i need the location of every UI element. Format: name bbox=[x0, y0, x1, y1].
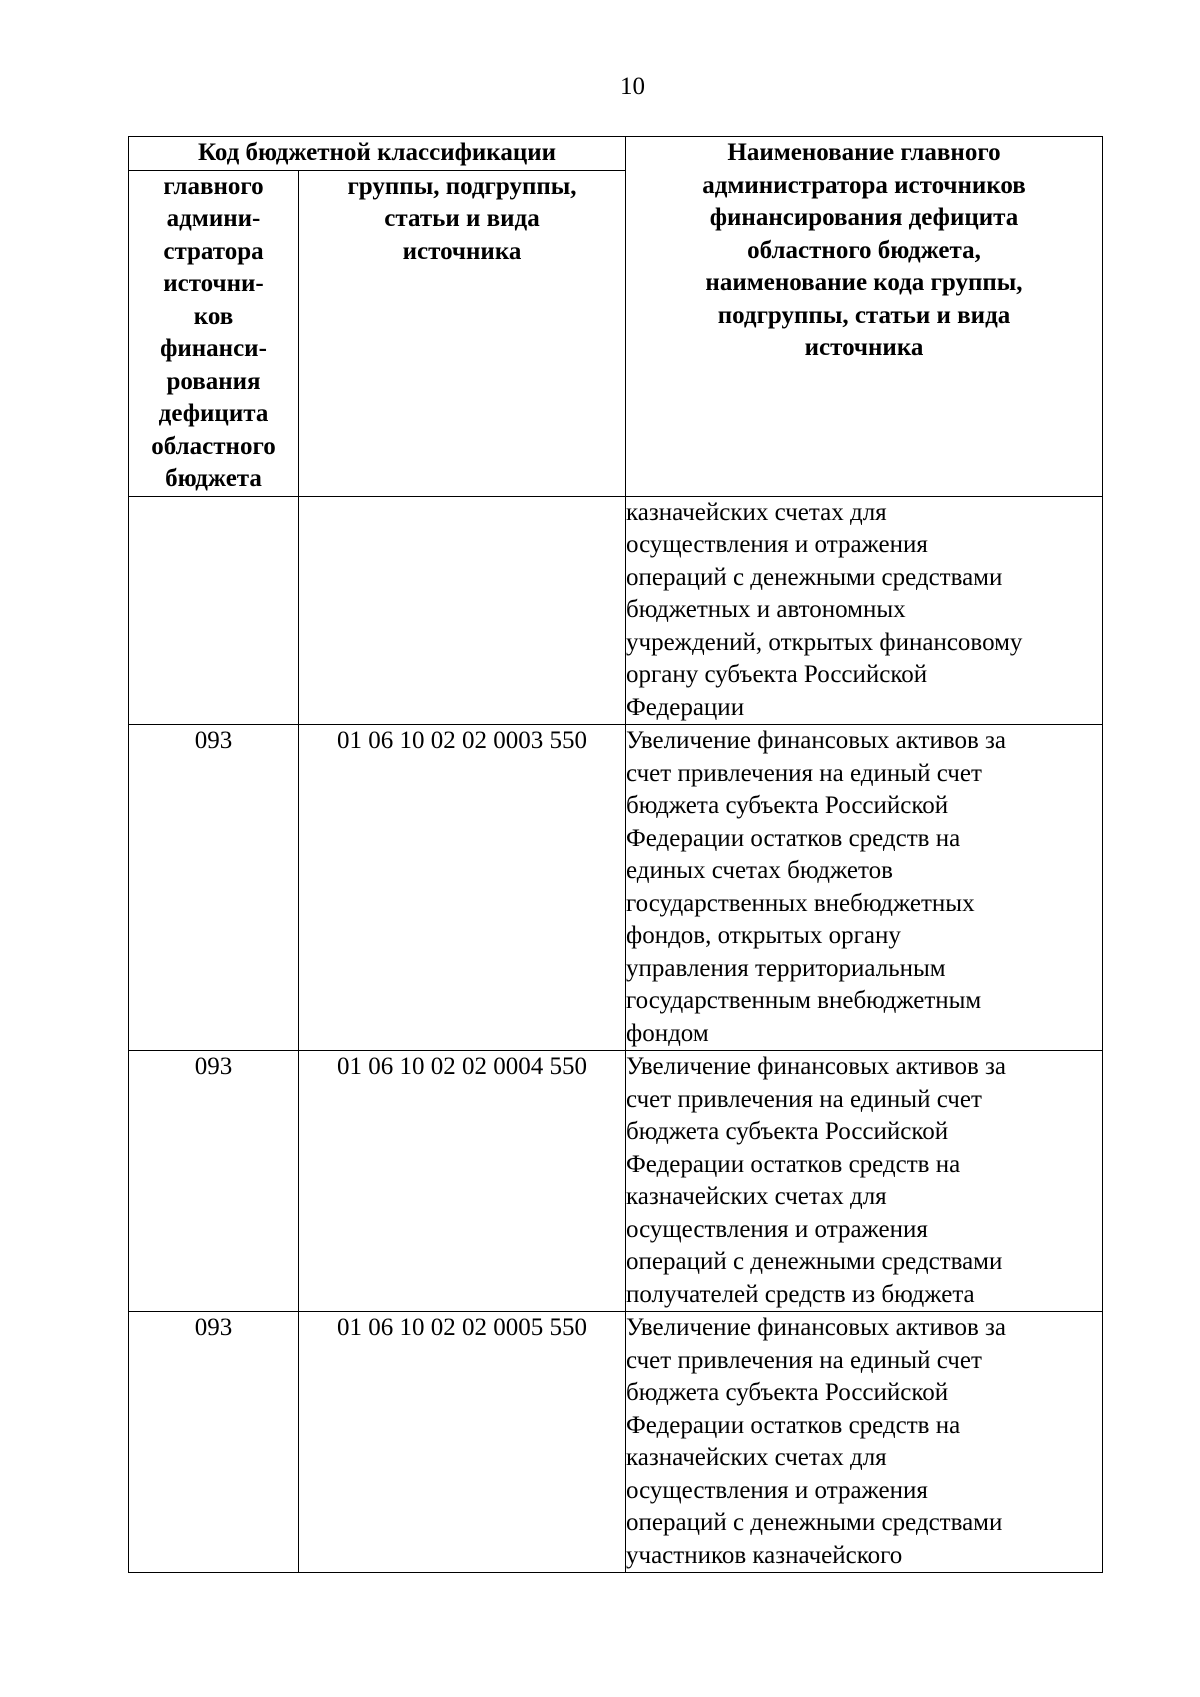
description-line: казначейских счетах для bbox=[626, 1183, 887, 1210]
description-line: государственным внебюджетным bbox=[626, 987, 982, 1014]
header-line: стратора bbox=[163, 237, 264, 265]
source-name-header-lines bbox=[626, 137, 1102, 365]
header-line: бюджета bbox=[165, 465, 262, 492]
header-line: Наименование главного bbox=[727, 139, 1001, 166]
description-line: счет привлечения на единый счет bbox=[626, 759, 982, 787]
description-line: казначейских счетах для bbox=[626, 498, 887, 526]
admin-code-header bbox=[129, 170, 299, 496]
description-line: Федерации bbox=[626, 693, 745, 721]
group-code-cell: 01 06 10 02 02 0005 550 bbox=[299, 1312, 626, 1573]
description-line: осуществления и отражения bbox=[626, 531, 928, 558]
description-cell bbox=[626, 496, 1103, 725]
table-row bbox=[129, 496, 1103, 725]
budget-classification-code-header: Код бюджетной классификации bbox=[129, 137, 626, 171]
description-line: Федерации остатков средств на bbox=[626, 824, 961, 852]
header-line: дефицита bbox=[158, 400, 269, 427]
group-code-header-lines bbox=[299, 171, 625, 269]
description-line: участников казначейского bbox=[626, 1541, 903, 1569]
description-line: органу субъекта Российской bbox=[626, 661, 928, 688]
description-line: операций с денежными средствами bbox=[626, 563, 1003, 591]
header-line: источника bbox=[804, 334, 924, 361]
header-line: областного бюджета, bbox=[747, 236, 981, 264]
group-code-cell bbox=[299, 496, 626, 725]
description-cell bbox=[626, 1051, 1103, 1312]
description-line: учреждений, открытых финансовому bbox=[626, 628, 1023, 656]
description-line: счет привлечения на единый счет bbox=[626, 1346, 982, 1374]
description-line: Федерации остатков средств на bbox=[626, 1411, 961, 1439]
page-number: 10 bbox=[620, 73, 645, 100]
description-line: управления территориальным bbox=[626, 954, 946, 982]
admin-code-cell: 093 bbox=[129, 1051, 299, 1312]
header-line: финансирования дефицита bbox=[709, 204, 1019, 231]
header-line: администратора источников bbox=[702, 171, 1026, 199]
description-line: казначейских счетах для bbox=[626, 1444, 887, 1471]
table-row bbox=[129, 1312, 1103, 1573]
description-line: фондом bbox=[626, 1019, 709, 1047]
description-line: единых счетах бюджетов bbox=[626, 857, 893, 884]
header-line: источника bbox=[402, 237, 522, 265]
table-row bbox=[129, 1051, 1103, 1312]
description-line: бюджета субъекта Российской bbox=[626, 1118, 949, 1145]
header-line: наименование кода группы, bbox=[705, 269, 1023, 296]
header-line: финанси- bbox=[160, 335, 267, 362]
group-code-cell: 01 06 10 02 02 0003 550 bbox=[299, 725, 626, 1051]
description-cell bbox=[626, 725, 1103, 1051]
admin-code-cell: 093 bbox=[129, 1312, 299, 1573]
description-line: операций с денежными средствами bbox=[626, 1248, 1003, 1275]
header-line: ков bbox=[193, 302, 234, 330]
description-line: Увеличение финансовых активов за bbox=[626, 1053, 1007, 1080]
description-line: Увеличение финансовых активов за bbox=[626, 1314, 1007, 1341]
description-line: Увеличение финансовых активов за bbox=[626, 727, 1007, 754]
group-code-header bbox=[299, 170, 626, 496]
header-line: группы, подгруппы, bbox=[347, 172, 577, 200]
admin-code-header-lines bbox=[129, 171, 298, 496]
header-line: админи- bbox=[166, 205, 261, 232]
table-row bbox=[129, 725, 1103, 1051]
group-code-cell: 01 06 10 02 02 0004 550 bbox=[299, 1051, 626, 1312]
description-line: получателей средств из бюджета bbox=[626, 1280, 975, 1308]
description-line: бюджета субъекта Российской bbox=[626, 792, 949, 819]
header-line: главного bbox=[163, 172, 264, 200]
description-line: операций с денежными средствами bbox=[626, 1509, 1003, 1536]
description-line: бюджетных и автономных bbox=[626, 596, 906, 623]
header-line: статьи и вида bbox=[384, 205, 540, 232]
description-line: осуществления и отражения bbox=[626, 1215, 928, 1243]
admin-code-cell bbox=[129, 496, 299, 725]
description-cell bbox=[626, 1312, 1103, 1573]
header-line: областного bbox=[151, 432, 276, 460]
source-name-header bbox=[626, 137, 1103, 497]
budget-classification-table bbox=[128, 136, 1103, 1573]
admin-code-cell: 093 bbox=[129, 725, 299, 1051]
description-line: государственных внебюджетных bbox=[626, 889, 975, 917]
description-line: счет привлечения на единый счет bbox=[626, 1085, 982, 1113]
description-line: бюджета субъекта Российской bbox=[626, 1379, 949, 1406]
header-line: рования bbox=[166, 367, 261, 395]
header-line: источни- bbox=[163, 270, 264, 297]
description-line: фондов, открытых органу bbox=[626, 922, 901, 949]
header-line: подгруппы, статьи и вида bbox=[717, 301, 1011, 329]
description-line: осуществления и отражения bbox=[626, 1476, 928, 1504]
description-line: Федерации остатков средств на bbox=[626, 1150, 961, 1178]
table-body bbox=[129, 496, 1103, 1573]
